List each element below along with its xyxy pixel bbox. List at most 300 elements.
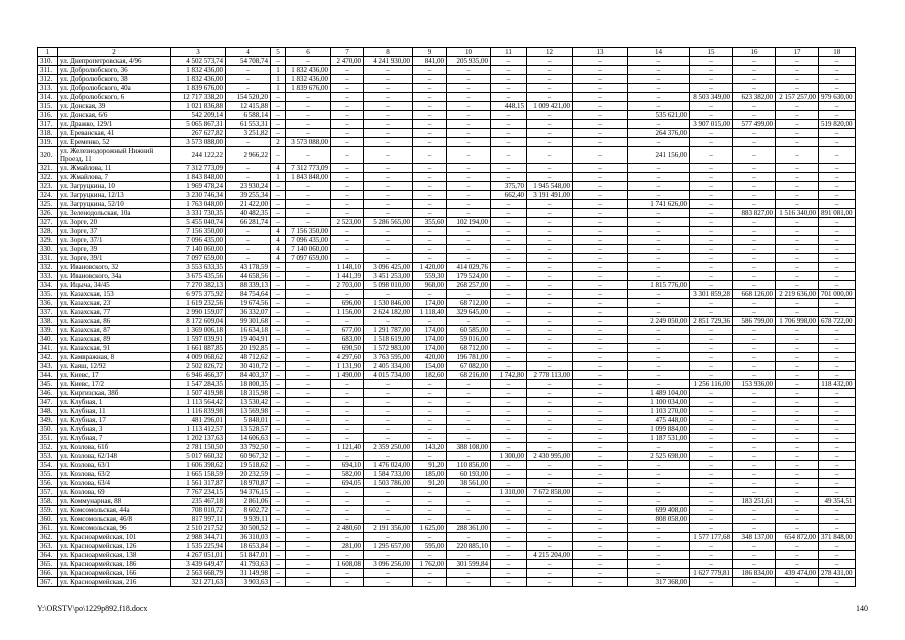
value-cell: –: [286, 569, 331, 578]
value-cell: –: [628, 371, 690, 380]
value-cell: –: [447, 533, 491, 542]
value-cell: –: [527, 308, 573, 317]
value-cell: 595,00: [413, 542, 447, 551]
value-cell: –: [819, 353, 856, 362]
value-cell: 44 658,56: [226, 272, 271, 281]
value-cell: –: [226, 66, 271, 75]
value-cell: –: [447, 111, 491, 120]
value-cell: –: [573, 93, 628, 102]
value-cell: 808 058,00: [628, 515, 690, 524]
value-cell: 1 516 340,00: [776, 209, 819, 218]
value-cell: 13 528,57: [226, 425, 271, 434]
value-cell: 2 480,60: [331, 524, 364, 533]
value-cell: –: [776, 236, 819, 245]
value-cell: –: [331, 173, 364, 182]
value-cell: –: [776, 129, 819, 138]
value-cell: 196 781,00: [447, 353, 491, 362]
value-cell: –: [413, 497, 447, 506]
value-cell: –: [286, 551, 331, 560]
address-cell: ул. Козлова, 62/148: [58, 452, 171, 461]
value-cell: –: [491, 353, 527, 362]
value-cell: –: [527, 317, 573, 326]
value-cell: –: [491, 272, 527, 281]
value-cell: –: [331, 93, 364, 102]
value-cell: –: [628, 380, 690, 389]
value-cell: –: [776, 263, 819, 272]
value-cell: 4: [271, 254, 286, 263]
row-number-cell: 329.: [38, 236, 58, 245]
value-cell: 1 148,10: [331, 263, 364, 272]
table-row: [38, 120, 856, 129]
value-cell: –: [776, 380, 819, 389]
value-cell: –: [286, 57, 331, 66]
value-cell: –: [447, 173, 491, 182]
value-cell: –: [690, 236, 733, 245]
value-cell: –: [819, 245, 856, 254]
address-cell: ул. Ереванская, 41: [58, 129, 171, 138]
address-cell: ул. Загруцкина, 10: [58, 182, 171, 191]
value-cell: –: [527, 524, 573, 533]
table-row: [38, 407, 856, 416]
value-cell: –: [447, 164, 491, 173]
column-number: 16: [733, 48, 776, 57]
row-number-cell: 355.: [38, 470, 58, 479]
value-cell: –: [413, 102, 447, 111]
value-cell: –: [226, 75, 271, 84]
value-cell: –: [413, 200, 447, 209]
value-cell: 154,00: [413, 362, 447, 371]
value-cell: –: [819, 407, 856, 416]
value-cell: 241 156,00: [628, 147, 690, 164]
value-cell: 30 500,52: [226, 524, 271, 533]
value-cell: 1 121,40: [331, 443, 364, 452]
value-cell: –: [271, 129, 286, 138]
value-cell: –: [286, 290, 331, 299]
value-cell: –: [573, 200, 628, 209]
value-cell: –: [286, 542, 331, 551]
table-row: [38, 66, 856, 75]
value-cell: –: [413, 182, 447, 191]
value-cell: –: [573, 164, 628, 173]
value-cell: 1 310,00: [491, 488, 527, 497]
value-cell: –: [331, 551, 364, 560]
value-cell: –: [331, 191, 364, 200]
value-cell: –: [286, 497, 331, 506]
value-cell: –: [447, 290, 491, 299]
address-cell: ул. Клубная, 11: [58, 407, 171, 416]
value-cell: –: [573, 236, 628, 245]
value-cell: 18 653,84: [226, 542, 271, 551]
value-cell: 559,30: [413, 272, 447, 281]
value-cell: 174,00: [413, 326, 447, 335]
value-cell: –: [733, 308, 776, 317]
value-cell: 264 376,00: [628, 129, 690, 138]
value-cell: 2 502 826,72: [171, 362, 226, 371]
row-number-cell: 349.: [38, 416, 58, 425]
value-cell: –: [364, 164, 413, 173]
value-cell: –: [690, 147, 733, 164]
value-cell: –: [690, 344, 733, 353]
value-cell: –: [573, 308, 628, 317]
value-cell: 662,40: [491, 191, 527, 200]
value-cell: 668 126,00: [733, 290, 776, 299]
value-cell: 2 249 050,00: [628, 317, 690, 326]
value-cell: 41 793,63: [226, 560, 271, 569]
row-number-cell: 364.: [38, 551, 58, 560]
value-cell: 4: [271, 227, 286, 236]
value-cell: –: [286, 371, 331, 380]
value-cell: –: [286, 335, 331, 344]
value-cell: –: [413, 533, 447, 542]
value-cell: –: [733, 560, 776, 569]
value-cell: 40 482,35: [226, 209, 271, 218]
value-cell: –: [491, 479, 527, 488]
value-cell: 414 029,76: [447, 263, 491, 272]
value-cell: –: [491, 299, 527, 308]
value-cell: –: [573, 380, 628, 389]
value-cell: 183 251,61: [733, 497, 776, 506]
table-row: [38, 389, 856, 398]
value-cell: –: [573, 272, 628, 281]
footer-file-path: Y:\ORSTV\po\1229p892.f18.docx: [37, 604, 148, 613]
value-cell: –: [573, 147, 628, 164]
row-number-cell: 350.: [38, 425, 58, 434]
value-cell: –: [628, 362, 690, 371]
value-cell: 678 722,00: [819, 317, 856, 326]
value-cell: –: [527, 173, 573, 182]
value-cell: –: [413, 111, 447, 120]
value-cell: 1 584 733,00: [364, 470, 413, 479]
value-cell: –: [271, 281, 286, 290]
value-cell: 1 131,90: [331, 362, 364, 371]
value-cell: –: [776, 191, 819, 200]
value-cell: –: [447, 209, 491, 218]
value-cell: –: [331, 129, 364, 138]
value-cell: –: [733, 191, 776, 200]
value-cell: –: [491, 173, 527, 182]
value-cell: –: [819, 551, 856, 560]
address-cell: ул. Красноармейская, 126: [58, 542, 171, 551]
row-number-cell: 362.: [38, 533, 58, 542]
value-cell: –: [413, 506, 447, 515]
table-row: [38, 335, 856, 344]
value-cell: –: [628, 254, 690, 263]
value-cell: 1 843 848,00: [286, 173, 331, 182]
value-cell: –: [573, 191, 628, 200]
value-cell: 94 376,15: [226, 488, 271, 497]
value-cell: –: [447, 200, 491, 209]
value-cell: 19 404,91: [226, 335, 271, 344]
value-cell: 14 606,63: [226, 434, 271, 443]
table-row: [38, 479, 856, 488]
value-cell: –: [628, 569, 690, 578]
value-cell: –: [690, 209, 733, 218]
row-number-cell: 333.: [38, 272, 58, 281]
value-cell: –: [819, 560, 856, 569]
value-cell: –: [331, 533, 364, 542]
table-row: [38, 129, 856, 138]
value-cell: –: [271, 290, 286, 299]
value-cell: 1 291 787,00: [364, 326, 413, 335]
value-cell: –: [733, 434, 776, 443]
value-cell: –: [331, 380, 364, 389]
value-cell: 36 332,07: [226, 308, 271, 317]
value-cell: 1: [271, 173, 286, 182]
value-cell: –: [286, 326, 331, 335]
address-cell: ул. Козлова, 61б: [58, 443, 171, 452]
value-cell: 7 097 659,00: [286, 254, 331, 263]
value-cell: –: [364, 75, 413, 84]
value-cell: –: [286, 129, 331, 138]
value-cell: –: [819, 524, 856, 533]
value-cell: –: [573, 470, 628, 479]
value-cell: –: [527, 560, 573, 569]
value-cell: –: [819, 515, 856, 524]
value-cell: –: [733, 335, 776, 344]
value-cell: 18 970,87: [226, 479, 271, 488]
value-cell: –: [733, 84, 776, 93]
value-cell: –: [573, 57, 628, 66]
address-cell: ул. Киргизская, 38б: [58, 389, 171, 398]
value-cell: –: [690, 461, 733, 470]
value-cell: –: [364, 129, 413, 138]
row-number-cell: 345.: [38, 380, 58, 389]
value-cell: 143,20: [413, 443, 447, 452]
value-cell: –: [527, 66, 573, 75]
address-cell: ул. Клубная, 3: [58, 425, 171, 434]
value-cell: –: [271, 416, 286, 425]
value-cell: –: [819, 75, 856, 84]
address-cell: ул. Казахская, 91: [58, 344, 171, 353]
value-cell: –: [413, 416, 447, 425]
column-number: 11: [491, 48, 527, 57]
value-cell: –: [413, 425, 447, 434]
value-cell: –: [527, 470, 573, 479]
value-cell: 535 621,00: [628, 111, 690, 120]
value-cell: –: [331, 147, 364, 164]
value-cell: –: [271, 147, 286, 164]
value-cell: 1 103 270,00: [628, 407, 690, 416]
value-cell: –: [331, 425, 364, 434]
value-cell: –: [331, 227, 364, 236]
value-cell: –: [491, 245, 527, 254]
value-cell: –: [819, 173, 856, 182]
value-cell: –: [776, 57, 819, 66]
value-cell: –: [776, 416, 819, 425]
value-cell: –: [413, 578, 447, 587]
value-cell: –: [573, 443, 628, 452]
value-cell: –: [819, 236, 856, 245]
row-number-cell: 330.: [38, 245, 58, 254]
value-cell: –: [331, 236, 364, 245]
value-cell: –: [271, 470, 286, 479]
value-cell: –: [413, 227, 447, 236]
value-cell: –: [776, 164, 819, 173]
value-cell: –: [527, 129, 573, 138]
value-cell: 3 251,82: [226, 129, 271, 138]
value-cell: –: [527, 542, 573, 551]
value-cell: –: [573, 542, 628, 551]
value-cell: –: [819, 138, 856, 147]
value-cell: 2 525 698,00: [628, 452, 690, 461]
value-cell: 60 585,00: [447, 326, 491, 335]
value-cell: –: [271, 263, 286, 272]
value-cell: –: [364, 452, 413, 461]
value-cell: –: [364, 551, 413, 560]
value-cell: 281,00: [331, 542, 364, 551]
value-cell: –: [690, 218, 733, 227]
table-row: [38, 371, 856, 380]
value-cell: –: [413, 164, 447, 173]
address-cell: ул. Казахская, 23: [58, 299, 171, 308]
value-cell: –: [776, 407, 819, 416]
address-cell: ул. Ицыча, 34/45: [58, 281, 171, 290]
value-cell: –: [271, 389, 286, 398]
column-number: 5: [271, 48, 286, 57]
value-cell: –: [628, 120, 690, 129]
value-cell: 91,20: [413, 479, 447, 488]
address-cell: ул. Комсомольская, 96: [58, 524, 171, 533]
value-cell: –: [776, 147, 819, 164]
value-cell: 301 599,84: [447, 560, 491, 569]
value-cell: –: [447, 569, 491, 578]
value-cell: 1 156,00: [331, 308, 364, 317]
value-cell: 8 172 609,04: [171, 317, 226, 326]
value-cell: –: [573, 434, 628, 443]
value-cell: –: [573, 335, 628, 344]
row-number-cell: 342.: [38, 353, 58, 362]
value-cell: –: [733, 102, 776, 111]
address-cell: ул. Загруцкина, 52/10: [58, 200, 171, 209]
value-cell: 43 178,59: [226, 263, 271, 272]
value-cell: 2 510 217,52: [171, 524, 226, 533]
value-cell: –: [331, 111, 364, 120]
value-cell: 20 192,85: [226, 344, 271, 353]
value-cell: –: [690, 335, 733, 344]
value-cell: –: [286, 272, 331, 281]
value-cell: 690,50: [331, 344, 364, 353]
value-cell: –: [271, 452, 286, 461]
value-cell: 1 606 398,62: [171, 461, 226, 470]
value-cell: –: [413, 551, 447, 560]
page-number: 140: [856, 604, 868, 613]
value-cell: 1 843 848,00: [171, 173, 226, 182]
value-cell: –: [819, 542, 856, 551]
value-cell: 1 945 548,00: [527, 182, 573, 191]
value-cell: –: [413, 191, 447, 200]
value-cell: –: [286, 452, 331, 461]
value-cell: 7 672 858,00: [527, 488, 573, 497]
address-cell: ул. Клубная, 7: [58, 434, 171, 443]
value-cell: –: [286, 281, 331, 290]
value-cell: –: [776, 173, 819, 182]
value-cell: –: [628, 191, 690, 200]
value-cell: –: [733, 236, 776, 245]
value-cell: 4 241 930,00: [364, 57, 413, 66]
value-cell: –: [413, 389, 447, 398]
value-cell: –: [527, 218, 573, 227]
value-cell: –: [527, 299, 573, 308]
value-cell: –: [628, 173, 690, 182]
value-cell: –: [331, 398, 364, 407]
value-cell: 12 717 338,20: [171, 93, 226, 102]
row-number-cell: 354.: [38, 461, 58, 470]
value-cell: –: [331, 488, 364, 497]
value-cell: –: [491, 111, 527, 120]
value-cell: –: [286, 362, 331, 371]
value-cell: 1 489 104,00: [628, 389, 690, 398]
value-cell: 1 742,80: [491, 371, 527, 380]
value-cell: –: [447, 147, 491, 164]
value-cell: –: [573, 479, 628, 488]
value-cell: 33 792,50: [226, 443, 271, 452]
value-cell: –: [491, 497, 527, 506]
value-cell: –: [331, 290, 364, 299]
table-row: [38, 398, 856, 407]
value-cell: 1 187 531,00: [628, 434, 690, 443]
value-cell: –: [447, 84, 491, 93]
address-cell: ул. Ивановского, 32: [58, 263, 171, 272]
value-cell: 2 219 636,00: [776, 290, 819, 299]
value-cell: –: [690, 470, 733, 479]
row-number-cell: 318.: [38, 129, 58, 138]
value-cell: –: [447, 102, 491, 111]
value-cell: –: [527, 93, 573, 102]
value-cell: 5 065 867,31: [171, 120, 226, 129]
value-cell: 1 476 024,00: [364, 461, 413, 470]
value-cell: –: [819, 182, 856, 191]
value-cell: –: [226, 84, 271, 93]
address-cell: ул. Козлова, 63/4: [58, 479, 171, 488]
value-cell: 31 149,98: [226, 569, 271, 578]
value-cell: –: [776, 335, 819, 344]
value-cell: –: [628, 470, 690, 479]
table-row: [38, 182, 856, 191]
value-cell: –: [573, 111, 628, 120]
value-cell: 4 502 573,74: [171, 57, 226, 66]
value-cell: 205 935,00: [447, 57, 491, 66]
value-cell: 348 137,00: [733, 533, 776, 542]
value-cell: –: [491, 164, 527, 173]
value-cell: –: [286, 434, 331, 443]
value-cell: –: [819, 488, 856, 497]
value-cell: –: [628, 335, 690, 344]
value-cell: –: [286, 263, 331, 272]
value-cell: –: [271, 506, 286, 515]
row-number-cell: 346.: [38, 389, 58, 398]
value-cell: 84 403,37: [226, 371, 271, 380]
value-cell: –: [819, 416, 856, 425]
value-cell: –: [690, 353, 733, 362]
table-row: [38, 191, 856, 200]
value-cell: –: [331, 407, 364, 416]
value-cell: –: [776, 506, 819, 515]
value-cell: –: [331, 452, 364, 461]
value-cell: 3 331 730,35: [171, 209, 226, 218]
value-cell: –: [491, 281, 527, 290]
value-cell: –: [286, 353, 331, 362]
value-cell: –: [628, 353, 690, 362]
value-cell: –: [527, 84, 573, 93]
value-cell: –: [573, 182, 628, 191]
value-cell: –: [690, 326, 733, 335]
value-cell: –: [491, 443, 527, 452]
address-cell: ул. Днепропетровская, 4/96: [58, 57, 171, 66]
value-cell: 8 602,72: [226, 506, 271, 515]
value-cell: –: [364, 515, 413, 524]
value-cell: 9 939,11: [226, 515, 271, 524]
table-row: [38, 416, 856, 425]
